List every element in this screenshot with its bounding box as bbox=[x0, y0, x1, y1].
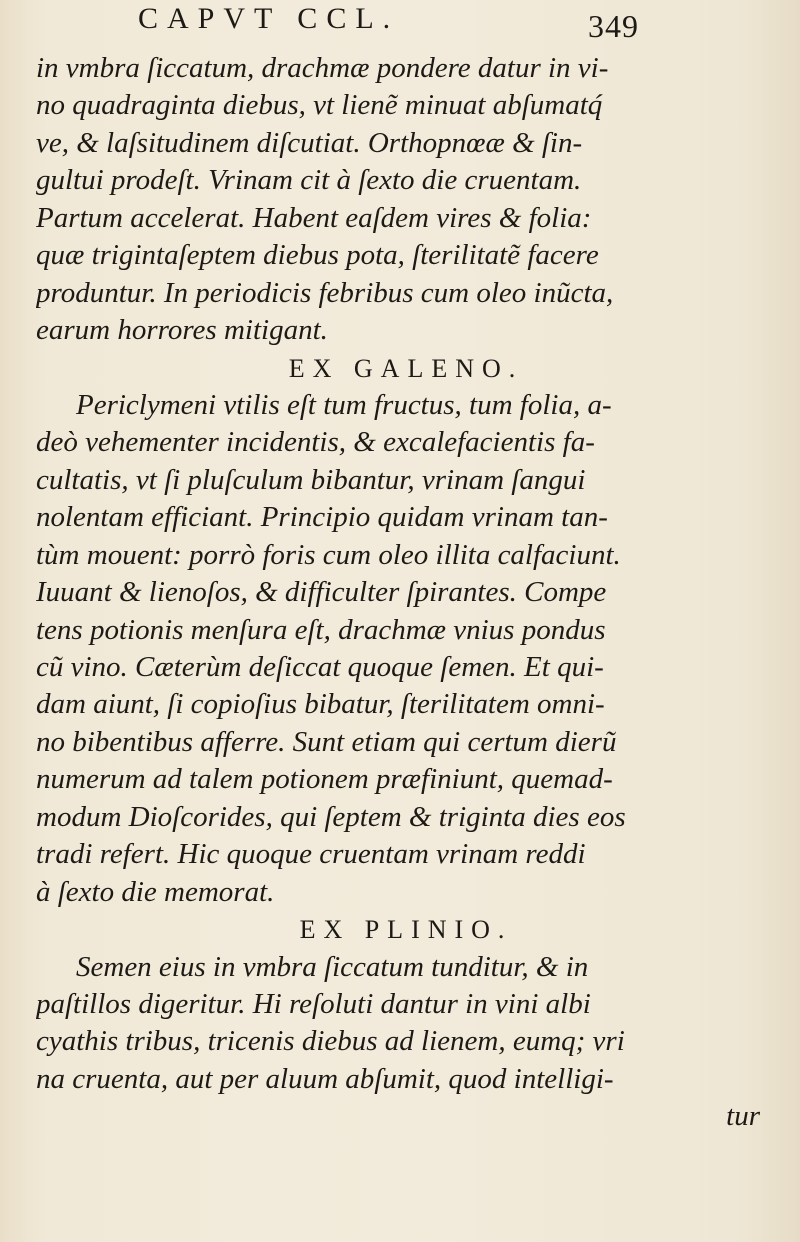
section-heading: EX GALENO. bbox=[288, 353, 524, 383]
text-line: ve, & laſsitudinem diſcutiat. Orthopnœæ & ſin- bbox=[36, 126, 583, 159]
body-text bbox=[36, 50, 764, 1136]
text-line: no quadraginta diebus, vt lienẽ minuat abſumatq́ bbox=[36, 89, 603, 122]
text-line: no bibentibus afferre. Sunt etiam qui certum dierũ bbox=[36, 725, 617, 758]
text-line: cũ vino. Cæterùm deſiccat quoque ſemen. Et qui- bbox=[36, 651, 604, 683]
text-line: à ſexto die memorat. bbox=[36, 875, 275, 908]
text-line: produntur. In periodicis febribus cum oleo inũcta, bbox=[36, 276, 614, 309]
text-line: tùm mouent: porrò foris cum oleo illita calfaciunt. bbox=[36, 538, 621, 571]
text-line: in vmbra ſiccatum, drachmæ pondere datur in vi- bbox=[36, 52, 609, 84]
text-line: numerum ad talem potionem præfiniunt, quemad- bbox=[36, 763, 613, 796]
text-line: Partum accelerat. Habent eaſdem vires & folia: bbox=[36, 201, 592, 234]
text-line: na cruenta, aut per aluum abſumit, quod intelligi- bbox=[36, 1062, 614, 1095]
text-line: tens potionis menſura eſt, drachmæ vnius pondus bbox=[36, 613, 606, 646]
text-line: quæ trigintaſeptem diebus pota, ſterilitatẽ facere bbox=[36, 239, 599, 272]
text-line: nolentam efficiant. Principio quidam vrinam tan- bbox=[36, 501, 608, 534]
text-line: tradi refert. Hic quoque cruentam vrinam reddi bbox=[36, 838, 586, 871]
text-line: cyathis tribus, tricenis diebus ad lienem, eumq; vri bbox=[36, 1025, 625, 1058]
text-line: modum Dioſcorides, qui ſeptem & triginta dies eos bbox=[36, 800, 626, 833]
text-line: deò vehementer incidentis, & excalefacientis fa- bbox=[36, 426, 595, 459]
page-number: 349 bbox=[588, 8, 639, 44]
text-line: gultui prodeſt. Vrinam cit à ſexto die cruentam. bbox=[36, 164, 582, 197]
chapter-title: CAPVT CCL. bbox=[138, 2, 400, 35]
paragraph-first-line: Periclymeni vtilis eſt tum fructus, tum folia, a- bbox=[76, 388, 612, 421]
text-line: earum horrores mitigant. bbox=[36, 314, 328, 347]
text-line: dam aiunt, ſi copioſius bibatur, ſterilitatem omni- bbox=[36, 688, 605, 721]
catchword: tur bbox=[726, 1100, 760, 1133]
paragraph-first-line: Semen eius in vmbra ſiccatum tunditur, & in bbox=[76, 950, 589, 983]
running-head bbox=[0, 0, 800, 48]
text-line: Iuuant & lienoſos, & difficulter ſpirantes. Compe bbox=[36, 576, 607, 609]
text-line: paſtillos digeritur. Hi reſoluti dantur in vini albi bbox=[36, 987, 591, 1020]
text-line: cultatis, vt ſi pluſculum bibantur, vrinam ſangui bbox=[36, 463, 586, 496]
section-heading: EX PLINIO. bbox=[299, 915, 513, 945]
